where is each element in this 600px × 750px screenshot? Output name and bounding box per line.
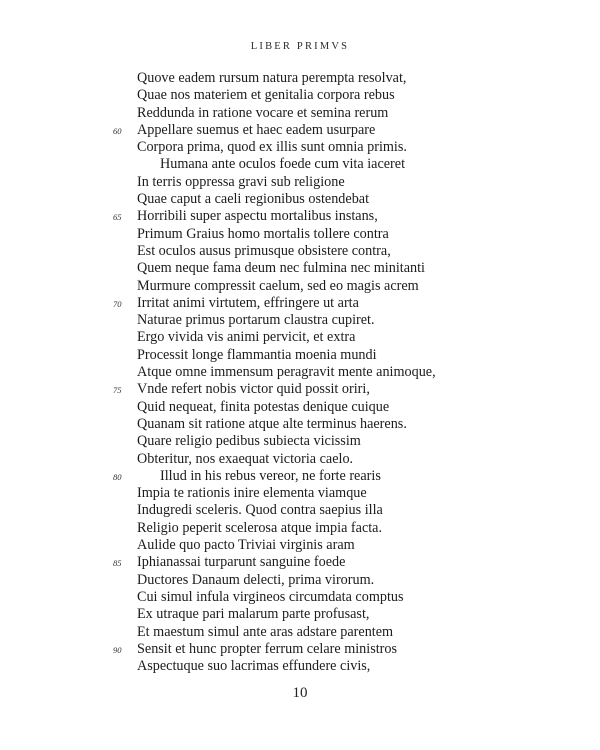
verse-line xyxy=(0,70,600,87)
verse-text: Murmure compressit caelum, sed eo magis acrem xyxy=(137,277,419,294)
verse-line xyxy=(0,260,600,277)
verse-text: Naturae primus portarum claustra cupiret. xyxy=(137,312,375,329)
verse-line xyxy=(0,554,600,571)
verse-line xyxy=(0,174,600,191)
verse-text: Processit longe flammantia moenia mundi xyxy=(137,346,377,363)
verse-line xyxy=(0,416,600,433)
verse-text: In terris oppressa gravi sub religione xyxy=(137,173,345,190)
line-number: 85 xyxy=(113,558,122,569)
verse-line xyxy=(0,399,600,416)
line-number: 90 xyxy=(113,644,122,655)
verse-text: Indugredi sceleris. Quod contra saepius illa xyxy=(137,502,383,519)
verse-text: Quove eadem rursum natura perempta resolvat, xyxy=(137,70,407,86)
verse-text: Humana ante oculos foede cum vita iaceret xyxy=(160,156,406,173)
verse-line xyxy=(0,451,600,468)
verse-line xyxy=(0,208,600,225)
verse-line xyxy=(0,641,600,658)
verse-text: Quare religio pedibus subiecta vicissim xyxy=(137,433,361,450)
line-number: 75 xyxy=(113,385,122,396)
verse-line xyxy=(0,295,600,312)
verse-text: Quanam sit ratione atque alte terminus haerens. xyxy=(137,415,407,432)
verse-line xyxy=(0,122,600,139)
verse-line xyxy=(0,606,600,623)
verse-text: Ex utraque pari malarum parte profusast, xyxy=(137,606,370,623)
verse-text: Irritat animi virtutem, effringere ut arta xyxy=(137,294,359,311)
verse-text: Quem neque fama deum nec fulmina nec minitanti xyxy=(137,260,425,277)
verse-line xyxy=(0,624,600,641)
page-number: 10 xyxy=(292,685,308,701)
verse-block xyxy=(0,70,600,675)
verse-text: Impia te rationis inire elementa viamque xyxy=(137,485,367,502)
verse-line xyxy=(0,468,600,485)
verse-text: Et maestum simul ante aras adstare parentem xyxy=(137,623,394,640)
verse-line xyxy=(0,156,600,173)
line-number: 60 xyxy=(113,125,122,136)
verse-line xyxy=(0,520,600,537)
verse-line xyxy=(0,278,600,295)
verse-text: Aulide quo pacto Triviai virginis aram xyxy=(137,537,355,554)
verse-line xyxy=(0,537,600,554)
verse-text: Quae nos materiem et genitalia corpora rebus xyxy=(137,87,395,104)
line-number: 65 xyxy=(113,212,122,223)
verse-text: Reddunda in ratione vocare et semina rerum xyxy=(137,104,389,121)
verse-text: Illud in his rebus vereor, ne forte rearis xyxy=(160,467,381,484)
verse-line xyxy=(0,243,600,260)
verse-line xyxy=(0,433,600,450)
verse-line xyxy=(0,139,600,156)
verse-text: Primum Graius homo mortalis tollere contra xyxy=(137,225,389,242)
verse-text: Vnde refert nobis victor quid possit oriri, xyxy=(137,381,370,398)
line-number: 80 xyxy=(113,471,122,482)
verse-line xyxy=(0,381,600,398)
verse-text: Est oculos ausus primusque obsistere contra, xyxy=(137,242,391,259)
verse-text: Cui simul infula virgineos circumdata comptus xyxy=(137,588,404,605)
verse-line xyxy=(0,364,600,381)
verse-line xyxy=(0,658,600,675)
verse-text: Quid nequeat, finita potestas denique cuique xyxy=(137,398,390,415)
verse-line xyxy=(0,347,600,364)
verse-line xyxy=(0,226,600,243)
verse-line xyxy=(0,502,600,519)
verse-text: Horribili super aspectu mortalibus instans, xyxy=(137,208,378,225)
verse-text: Atque omne immensum peragravit mente animoque, xyxy=(137,364,436,381)
verse-line xyxy=(0,191,600,208)
verse-line xyxy=(0,105,600,122)
verse-text: Quae caput a caeli regionibus ostendebat xyxy=(137,191,370,208)
verse-text: Aspectuque suo lacrimas effundere civis, xyxy=(137,658,371,675)
verse-line xyxy=(0,589,600,606)
verse-text: Appellare suemus et haec eadem usurpare xyxy=(137,121,376,138)
line-number: 70 xyxy=(113,298,122,309)
verse-text: Sensit et hunc propter ferrum celare ministros xyxy=(137,640,398,657)
running-head: LIBER PRIMVS xyxy=(250,41,350,52)
verse-line xyxy=(0,572,600,589)
verse-text: Corpora prima, quod ex illis sunt omnia primis. xyxy=(137,139,407,156)
verse-text: Ergo vivida vis animi pervicit, et extra xyxy=(137,329,356,346)
verse-text: Iphianassai turparunt sanguine foede xyxy=(137,554,346,571)
verse-text: Ductores Danaum delecti, prima virorum. xyxy=(137,571,375,588)
verse-text: Religio peperit scelerosa atque impia facta. xyxy=(137,519,383,536)
verse-text: Obteritur, nos exaequat victoria caelo. xyxy=(137,450,354,467)
verse-line xyxy=(0,87,600,104)
verse-line xyxy=(0,329,600,346)
verse-line xyxy=(0,312,600,329)
verse-line xyxy=(0,485,600,502)
